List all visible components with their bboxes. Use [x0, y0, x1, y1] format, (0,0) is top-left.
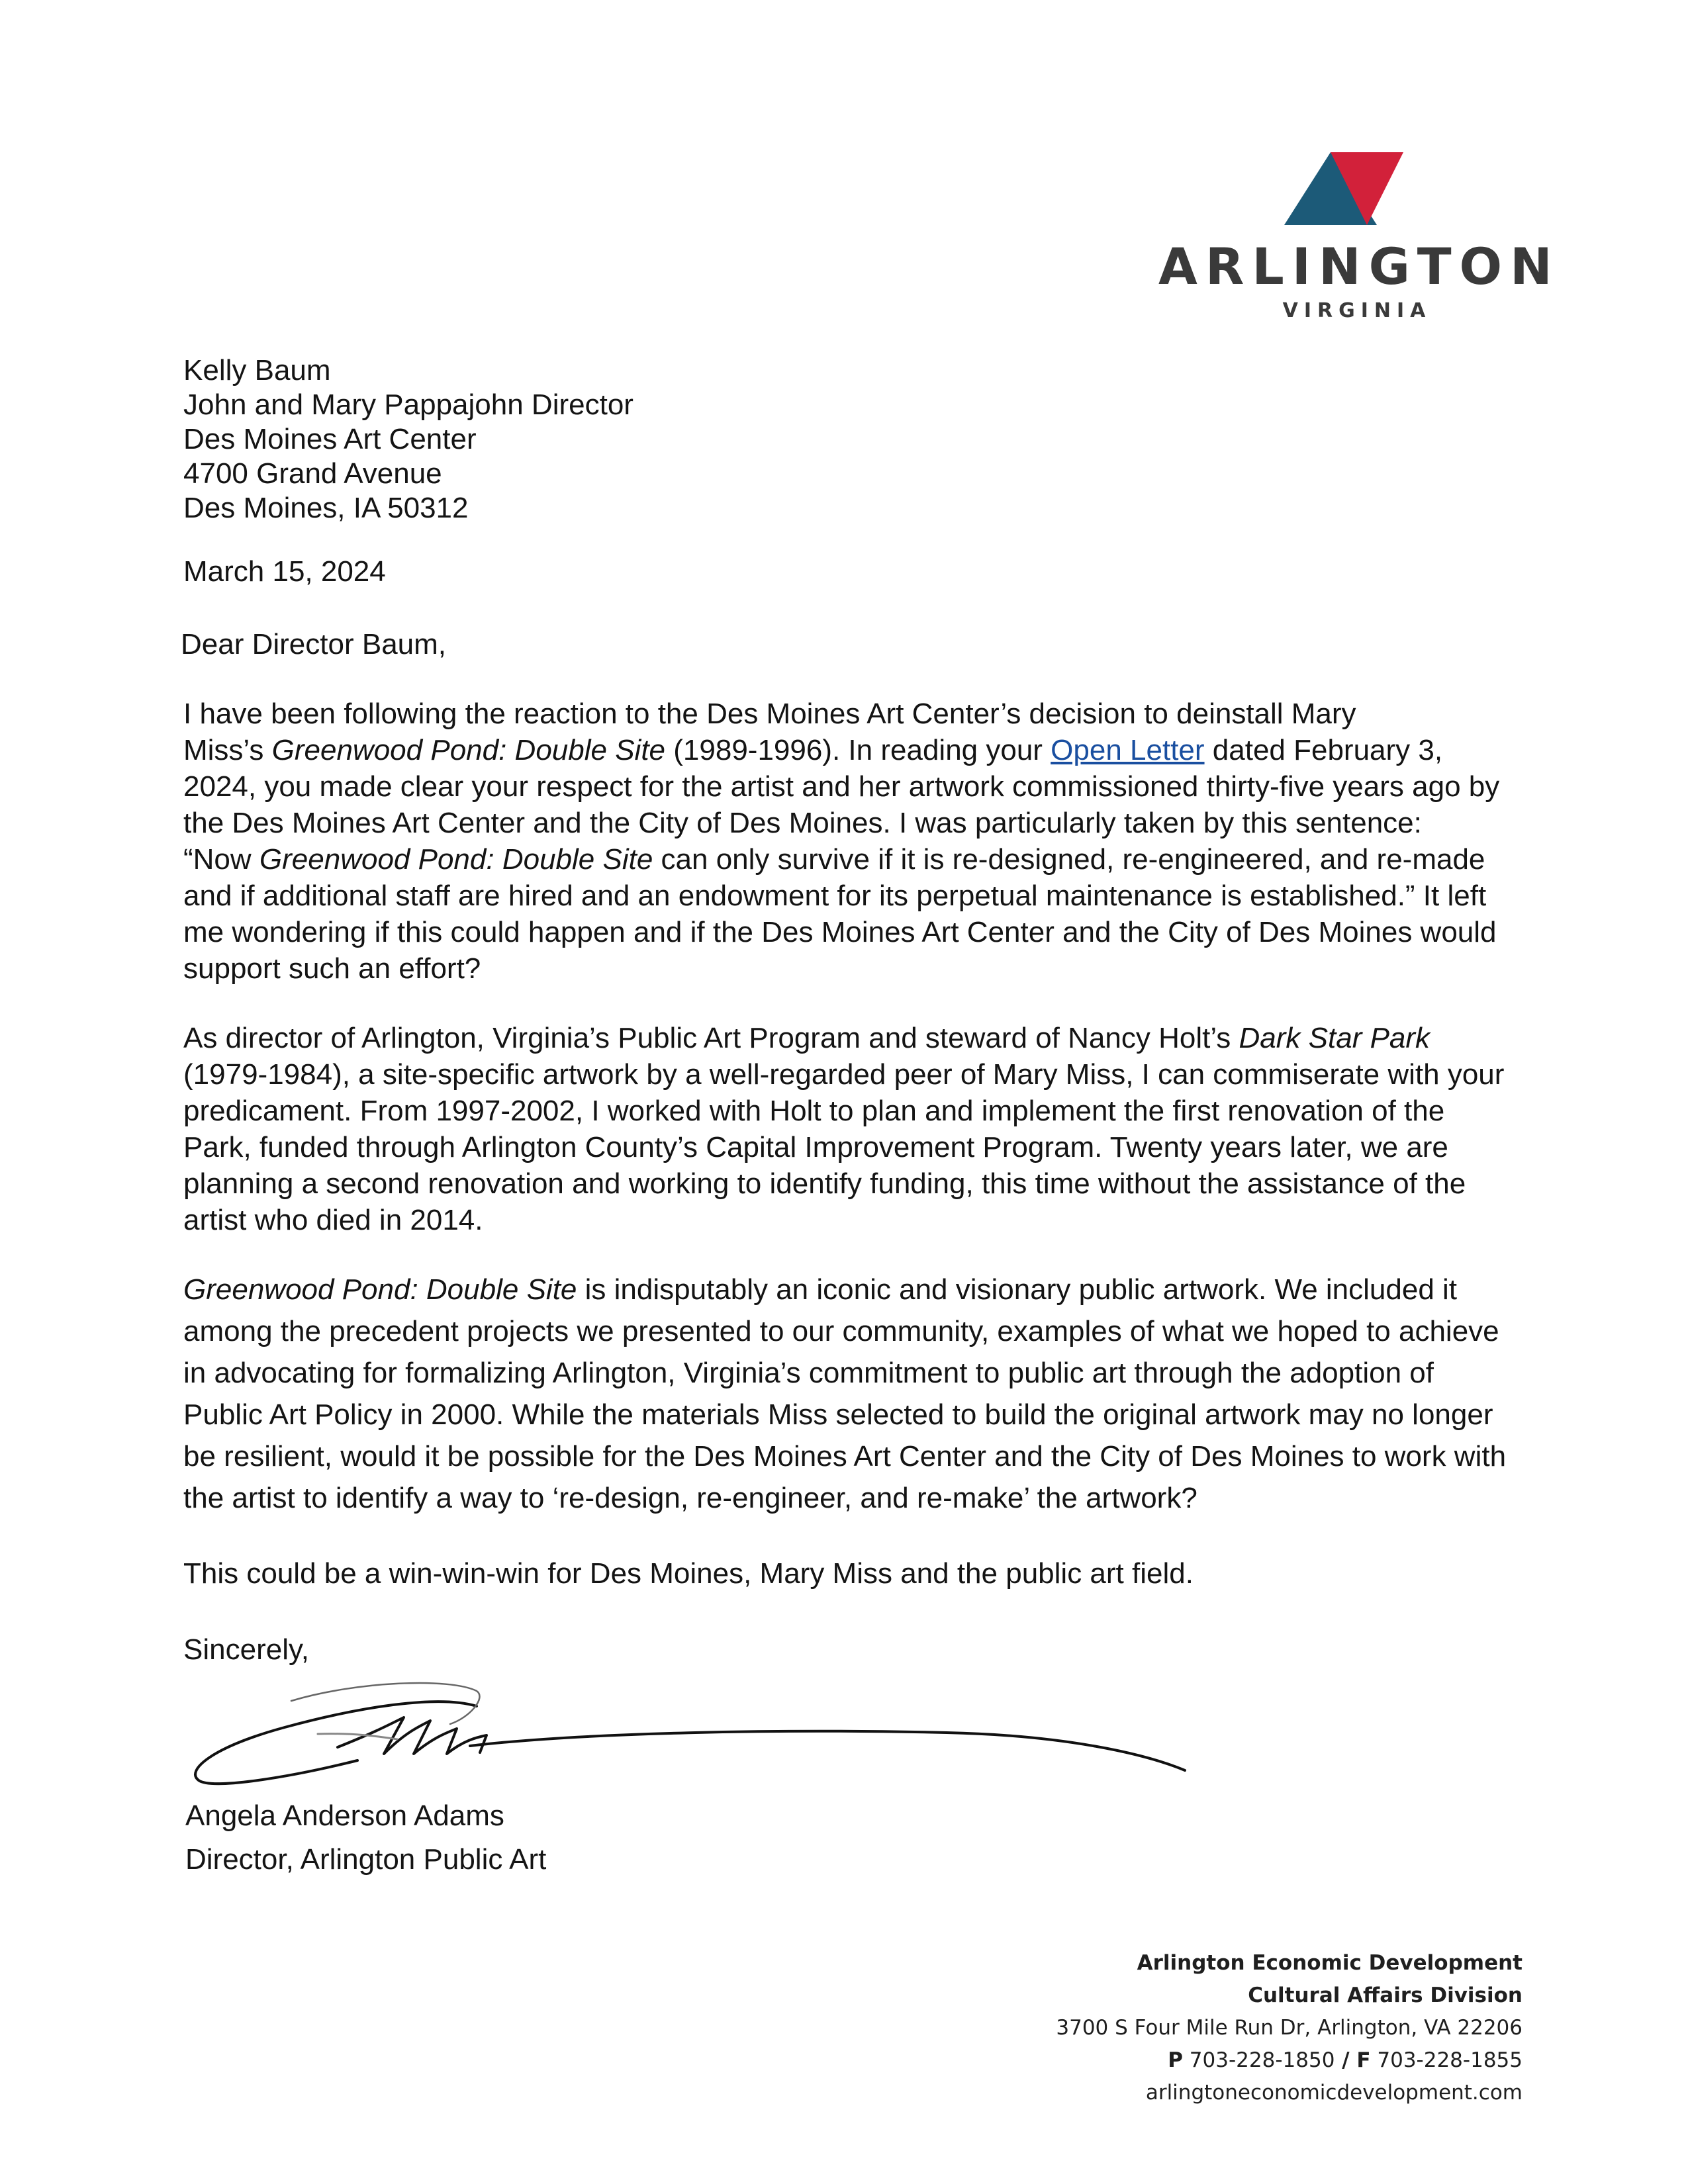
- text-run: Miss’s: [183, 734, 272, 766]
- footer-website[interactable]: arlingtoneconomicdevelopment.com: [1145, 2081, 1523, 2105]
- footer-division: Cultural Affairs Division: [1248, 1983, 1523, 2007]
- letter-date: March 15, 2024: [183, 555, 386, 588]
- paragraph-1: [183, 698, 1527, 989]
- text-run: “Now: [183, 843, 259, 876]
- text-run: can only survive if it is re-designed, re-engineered, and re-made: [653, 843, 1485, 876]
- text-run: dated February 3,: [1204, 734, 1443, 766]
- artwork-title: Greenwood Pond: Double Site: [183, 1273, 577, 1306]
- text-line: This could be a win-win-win for Des Moines, Mary Miss and the public art field.: [183, 1557, 1194, 1590]
- text-line: the artist to identify a way to ‘re-design, re-engineer, and re-make’ the artwork?: [183, 1482, 1197, 1514]
- text-line: Public Art Policy in 2000. While the materials Miss selected to build the original artwork may no longer: [183, 1398, 1493, 1431]
- recipient-title: John and Mary Pappajohn Director: [183, 388, 633, 421]
- text-line: (1979-1984), a site-specific artwork by a well-regarded peer of Mary Miss, I can commiserate with your: [183, 1058, 1505, 1091]
- recipient-city: Des Moines, IA 50312: [183, 492, 469, 524]
- text-line: [183, 734, 1527, 770]
- open-letter-link[interactable]: Open Letter: [1051, 734, 1205, 766]
- logo-subtitle: VIRGINIA: [1282, 299, 1432, 322]
- handwritten-signature: [185, 1655, 1205, 1800]
- text-line: in advocating for formalizing Arlington, Virginia’s commitment to public art through the adoption of: [183, 1357, 1434, 1389]
- text-line: me wondering if this could happen and if the Des Moines Art Center and the City of Des Moines would: [183, 916, 1497, 948]
- text-line: artist who died in 2014.: [183, 1204, 483, 1236]
- footer-phone-fax: [1056, 2044, 1523, 2077]
- arlington-triangle-logo-icon: [1284, 152, 1403, 225]
- text-line: Park, funded through Arlington County’s Capital Improvement Program. Twenty years later, we are: [183, 1131, 1448, 1163]
- footer-address: 3700 S Four Mile Run Dr, Arlington, VA 22206: [1056, 2016, 1523, 2040]
- text-line: planning a second renovation and working to identify funding, this time without the assistance of the: [183, 1167, 1466, 1200]
- text-line: the Des Moines Art Center and the City of Des Moines. I was particularly taken by this sentence:: [183, 807, 1422, 839]
- signer-title: Director, Arlington Public Art: [185, 1843, 547, 1876]
- signer-name: Angela Anderson Adams: [185, 1799, 504, 1832]
- fax-label: F: [1356, 2048, 1371, 2072]
- text-line: support such an effort?: [183, 952, 481, 985]
- separator: /: [1335, 2048, 1357, 2072]
- text-line: 2024, you made clear your respect for the artist and her artwork commissioned thirty-five years ago by: [183, 770, 1500, 803]
- footer-contact: [1056, 1947, 1523, 2109]
- text-line: be resilient, would it be possible for the Des Moines Art Center and the City of Des Moines to work with: [183, 1440, 1507, 1473]
- text-run: is indisputably an iconic and visionary public artwork. We included it: [577, 1273, 1458, 1306]
- text-line: I have been following the reaction to the Des Moines Art Center’s decision to deinstall Mary: [183, 698, 1356, 730]
- text-run: (1989-1996). In reading your: [665, 734, 1051, 766]
- recipient-street: 4700 Grand Avenue: [183, 457, 442, 490]
- text-line: and if additional staff are hired and an endowment for its perpetual maintenance is established.” It left: [183, 880, 1487, 912]
- artwork-title: Dark Star Park: [1239, 1022, 1430, 1054]
- phone-number: 703-228-1850: [1182, 2048, 1335, 2072]
- artwork-title: Greenwood Pond: Double Site: [259, 843, 653, 876]
- text-line: [183, 1273, 1527, 1315]
- recipient-organization: Des Moines Art Center: [183, 423, 477, 455]
- recipient-name: Kelly Baum: [183, 354, 331, 387]
- paragraph-3: [183, 1273, 1527, 1524]
- recipient-address: [183, 353, 633, 525]
- text-line: among the precedent projects we presented to our community, examples of what we hoped to achieve: [183, 1315, 1499, 1347]
- phone-label: P: [1168, 2048, 1183, 2072]
- text-line: [183, 843, 1527, 880]
- text-line: [183, 1022, 1527, 1058]
- footer-organization: Arlington Economic Development: [1137, 1951, 1523, 1975]
- closing: Sincerely,: [183, 1633, 309, 1666]
- arlington-logo: [1158, 152, 1560, 324]
- text-run: As director of Arlington, Virginia’s Public Art Program and steward of Nancy Holt’s: [183, 1022, 1239, 1054]
- salutation: Dear Director Baum,: [181, 628, 447, 660]
- logo-wordmark: ARLINGTON: [1158, 237, 1560, 296]
- artwork-title: Greenwood Pond: Double Site: [271, 734, 666, 766]
- paragraph-2: [183, 1022, 1527, 1240]
- text-line: predicament. From 1997-2002, I worked with Holt to plan and implement the first renovation of the: [183, 1095, 1445, 1127]
- signer-block: [185, 1799, 546, 1886]
- paragraph-4: [183, 1557, 1527, 1590]
- fax-number: 703-228-1855: [1370, 2048, 1523, 2072]
